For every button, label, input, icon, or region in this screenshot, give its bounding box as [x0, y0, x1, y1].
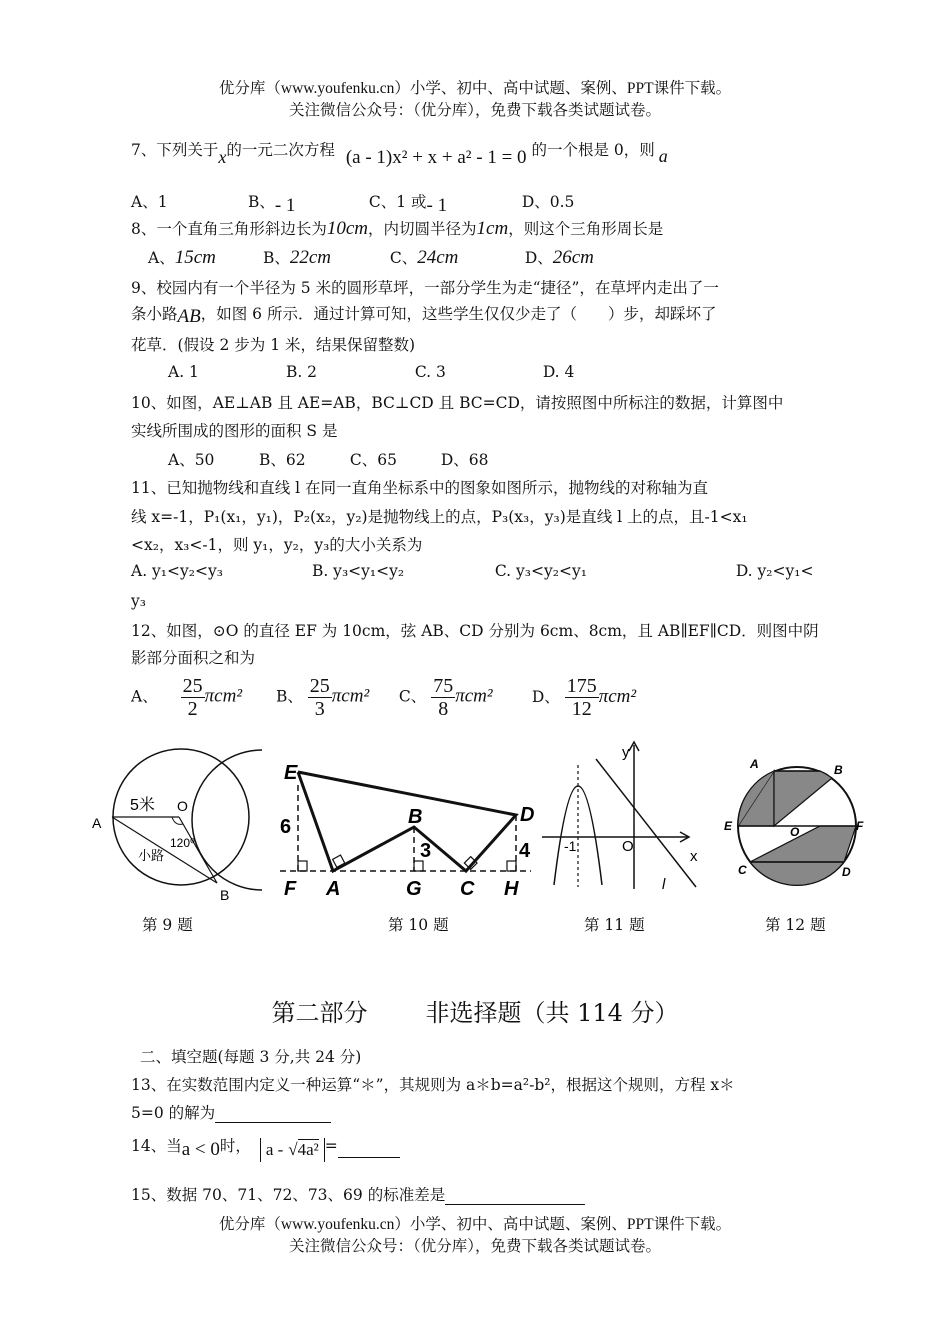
q12-option-a: A、 $\frac{25}{2}$ πcm² [131, 675, 243, 720]
fig10-outline [298, 772, 516, 871]
fig11-parabola [554, 786, 602, 885]
q11-option-d-cont: y₃ [131, 592, 146, 610]
fig11-caption: 第 11 题 [584, 916, 645, 934]
q9-line-2: 条小路AB，如图 6 所示．通过计算可知，这些学生仅仅少走了（ ）步，却踩坏了 [131, 305, 717, 327]
q13-answer-blank[interactable] [215, 1106, 331, 1123]
q7-options [131, 190, 575, 216]
q8-option-b: B、22cm [262, 247, 331, 268]
fig11-y-label: y [622, 744, 630, 761]
fig10-label-g: G [406, 878, 422, 900]
fig9-circle-outline [112, 745, 252, 890]
q10-line-2: 实线所围成的图形的面积 S 是 [131, 422, 338, 440]
fig12-shade-bottom [750, 826, 856, 862]
fig12-shade-top [774, 771, 832, 826]
q10-options [168, 448, 488, 470]
figure-11 [538, 737, 718, 897]
fig10-dim-4: 4 [519, 840, 531, 862]
fig9-label-a: A [92, 815, 102, 831]
fig11-line-l [596, 759, 696, 887]
q11-option-b: B. y₃<y₁<y₂ [311, 562, 405, 580]
fig12-label-c: C [738, 863, 747, 877]
fig12-label-f: F [856, 819, 864, 833]
q12-options [131, 675, 636, 720]
q10-option-a: A、50 [168, 451, 215, 469]
q9-option-d: D. 4 [542, 363, 575, 381]
q9-option-c: C. 3 [414, 363, 446, 381]
q11-option-d: D. y₂<y₁< [735, 562, 814, 580]
fig10-right-angle-g [414, 861, 423, 871]
fig9-caption: 第 9 题 [142, 916, 193, 934]
fig12-label-a: A [750, 757, 759, 771]
q8-stem: 8、一个直角三角形斜边长为10cm，内切圆半径为1cm，则这个三角形周长是 [131, 218, 664, 239]
q15-answer-blank[interactable] [445, 1188, 585, 1205]
fig12-shade-segment [750, 862, 844, 885]
fig11-neg-one-label: -1 [564, 838, 577, 854]
q9-line-3: 花草．(假设 2 步为 1 米，结果保留整数) [131, 336, 416, 354]
part2-title: 第二部分 非选择题（共 114 分） [271, 999, 679, 1027]
q9-line-1: 9、校园内有一个半径为 5 米的圆形草坪，一部分学生为走“捷径”，在草坪内走出了一 [131, 279, 719, 297]
fig12-caption: 第 12 题 [765, 916, 826, 934]
q12-option-b: B、 $\frac{25}{3}$ πcm² [275, 675, 370, 720]
fig10-label-d: D [520, 804, 535, 826]
fig10-label-a: A [326, 878, 341, 900]
fig12-label-b: B [834, 763, 843, 777]
fig12-label-o: O [790, 825, 800, 839]
q10-option-b: B、62 [258, 451, 306, 469]
q7-option-d: D、0.5 [521, 193, 575, 211]
fig10-right-angle-h [507, 861, 516, 871]
fig9-angle-label: 120⁰ [170, 836, 195, 850]
q14: 14、当a < 0时， a - √4a² = [131, 1134, 400, 1158]
fig10-label-c: C [460, 878, 475, 900]
fig10-caption: 第 10 题 [388, 916, 449, 934]
fig9-path-label: 小路 [138, 848, 165, 863]
q9-options [168, 363, 574, 381]
footer-line-1: 优分库（www.youfenku.cn）小学、初中、高中试题、案例、PPT课件下载。 [218, 1216, 732, 1233]
q8-option-c: C、24cm [389, 247, 459, 268]
q7-option-a: A、1 [131, 193, 168, 211]
q11-line-2: 线 x=-1，P₁(x₁，y₁)，P₂(x₂，y₂)是抛物线上的点，P₃(x₃，y₃)是直线 l 上的点，且-1<x₁ [131, 508, 748, 526]
q10-option-d: D、68 [440, 451, 489, 469]
q8-options [148, 246, 594, 269]
header-line-2: 关注微信公众号：（优分库），免费下载各类试题试卷。 [288, 102, 661, 119]
header-line-1: 优分库（www.youfenku.cn）小学、初中、高中试题、案例、PPT课件下载。 [218, 80, 732, 97]
fill-heading: 二、填空题(每题 3 分,共 24 分) [140, 1048, 362, 1066]
q12-line-1: 12、如图，⊙O 的直径 EF 为 10cm，弦 AB、CD 分别为 6cm、8cm，且 AB∥EF∥CD．则图中阴 [131, 622, 819, 640]
fig9-radius-label: 5米 [130, 797, 155, 814]
fig11-l-label: l [662, 876, 666, 893]
figure-10 [276, 755, 536, 905]
fig9-label-b: B [220, 887, 230, 903]
fig11-x-label: x [690, 848, 698, 865]
q8-option-a: A、15cm [148, 247, 216, 268]
fig10-right-angle-f [298, 861, 307, 871]
q10-option-c: C、65 [349, 451, 397, 469]
q11-options [131, 562, 813, 580]
q11-option-a: A. y₁<y₂<y₃ [131, 562, 223, 580]
q7-var-a: a [658, 146, 668, 166]
q7-var-x: x [218, 147, 227, 167]
fig11-origin-label: O [622, 838, 634, 855]
q8-option-d: D、26cm [524, 247, 594, 268]
q7-stem: 7、下列关于x的一元二次方程 (a - 1)x² + x + a² - 1 = 0 的一个根是 0，则 a [131, 141, 668, 168]
figure-12 [722, 752, 872, 887]
q11-line-1: 11、已知抛物线和直线 l 在同一直角坐标系中的图象如图所示，抛物线的对称轴为直 [131, 479, 709, 497]
q12-option-d: D、 $\frac{175}{12}$ πcm² [531, 675, 637, 720]
q7-equation: (a - 1)x² + x + a² - 1 = 0 [345, 147, 527, 168]
q11-option-c: C. y₃<y₂<y₁ [494, 562, 587, 580]
fig10-label-e: E [284, 762, 298, 784]
q9-option-a: A. 1 [168, 363, 199, 381]
q10-line-1: 10、如图，AE⊥AB 且 AE=AB，BC⊥CD 且 BC=CD，请按照图中所标注的数据，计算图中 [131, 394, 784, 412]
q7-option-c: C、1 或- 1 [368, 193, 448, 216]
fig9-label-o: O [177, 798, 188, 814]
footer-line-2: 关注微信公众号：（优分库），免费下载各类试题试卷。 [288, 1238, 661, 1255]
fig10-label-b: B [408, 806, 423, 828]
fig10-dim-3: 3 [420, 840, 432, 862]
fig10-label-f: F [284, 878, 297, 900]
fig10-label-h: H [504, 878, 519, 900]
fig12-label-d: D [842, 865, 851, 879]
q12-option-c: C、 $\frac{75}{8}$ πcm² [398, 675, 493, 720]
q11-line-3: <x₂，x₃<-1，则 y₁，y₂，y₃的大小关系为 [131, 536, 423, 554]
q9-option-b: B. 2 [285, 363, 318, 381]
q13-line-1: 13、在实数范围内定义一种运算“＊”，其规则为 a＊b=a²-b²，根据这个规则，方程 x＊ [131, 1076, 735, 1094]
q7-option-b: B、- 1 [247, 193, 296, 216]
fig10-dim-6: 6 [280, 816, 292, 838]
q12-line-2: 影部分面积之和为 [131, 649, 256, 667]
q15: 15、数据 70、71、72、73、69 的标准差是 [131, 1183, 585, 1205]
q14-abs-value: a - √4a² [260, 1138, 325, 1162]
q13-line-2: 5=0 的解为 [131, 1101, 331, 1123]
fig12-label-e: E [724, 819, 733, 833]
q14-answer-blank[interactable] [338, 1139, 400, 1158]
